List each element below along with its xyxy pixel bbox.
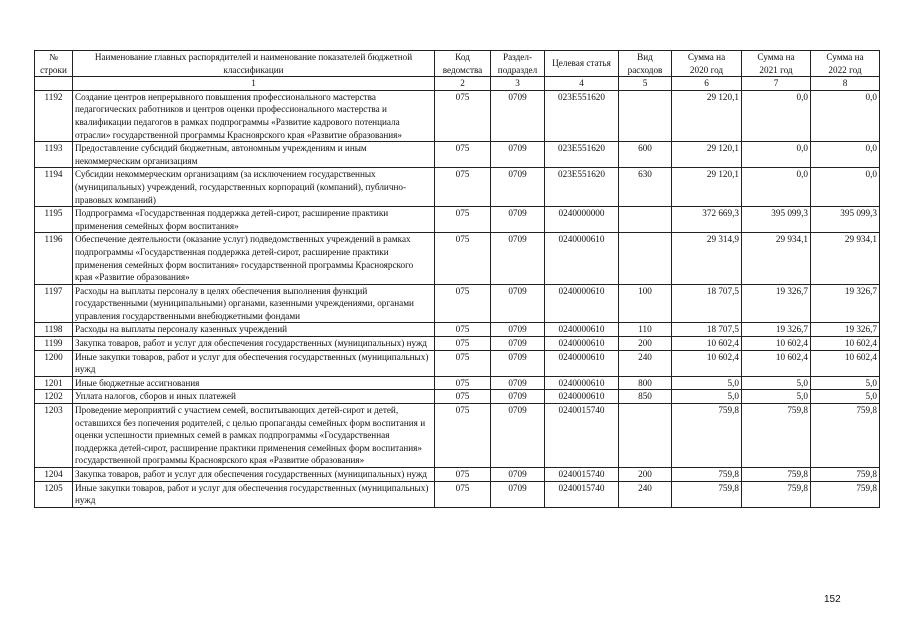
table-row [35, 168, 880, 207]
expense-type: 850 [619, 390, 672, 404]
table-row [35, 207, 880, 233]
expense-type [619, 233, 672, 284]
section-code: 0709 [491, 323, 545, 337]
column-number: 5 [619, 77, 672, 91]
table-row [35, 90, 880, 141]
header-target-article: Целевая статья [545, 51, 619, 77]
header-row-number: № строки [35, 51, 73, 77]
expense-type: 800 [619, 376, 672, 390]
table-row [35, 142, 880, 168]
table-row [35, 284, 880, 323]
row-name: Уплата налогов, сборов и иных платежей [73, 390, 435, 404]
row-number: 1200 [35, 350, 73, 376]
sum-2020: 29 120,1 [672, 90, 742, 141]
sum-2021: 29 934,1 [742, 233, 811, 284]
column-number: 2 [435, 77, 491, 91]
sum-2021: 0,0 [742, 142, 811, 168]
sum-2021: 19 326,7 [742, 284, 811, 323]
row-name: Предоставление субсидий бюджетным, автономным учреждениям и иным некоммерческим организациям [73, 142, 435, 168]
expense-type: 630 [619, 168, 672, 207]
column-number: 8 [811, 77, 880, 91]
row-name: Закупка товаров, работ и услуг для обеспечения государственных (муниципальных) нужд [73, 337, 435, 351]
target-article: 023E551620 [545, 90, 619, 141]
sum-2020: 372 669,3 [672, 207, 742, 233]
row-number: 1204 [35, 468, 73, 482]
expense-type: 100 [619, 284, 672, 323]
row-number: 1203 [35, 404, 73, 468]
expense-type: 200 [619, 468, 672, 482]
sum-2022: 395 099,3 [811, 207, 880, 233]
row-name: Проведение мероприятий с участием семей, воспитывающих детей-сирот и детей, оставшихся без попечения родителей, с целью пропаганды семейных форм воспитания и оценки успешности приемных семей в рамках подпрограммы «Государственная поддержка детей-сирот, расширение практики применения семейных форм воспитания» государственной программы Красноярского края «Развитие образования» [73, 404, 435, 468]
table-row [35, 481, 880, 507]
expense-type [619, 207, 672, 233]
target-article: 0240015740 [545, 481, 619, 507]
sum-2020: 29 120,1 [672, 168, 742, 207]
row-name: Расходы на выплаты персоналу в целях обеспечения выполнения функций государственными (муниципальными) органами, казенными учреждениями, органами управления государственными внебюджетными фондами [73, 284, 435, 323]
sum-2022: 29 934,1 [811, 233, 880, 284]
row-number: 1193 [35, 142, 73, 168]
target-article: 023E551620 [545, 142, 619, 168]
expense-type: 110 [619, 323, 672, 337]
sum-2021: 19 326,7 [742, 323, 811, 337]
expense-type: 240 [619, 350, 672, 376]
row-name: Подпрограмма «Государственная поддержка детей-сирот, расширение практики применения семейных форм воспитания» [73, 207, 435, 233]
section-code: 0709 [491, 233, 545, 284]
section-code: 0709 [491, 168, 545, 207]
table-row [35, 233, 880, 284]
sum-2021: 5,0 [742, 390, 811, 404]
target-article: 0240000610 [545, 284, 619, 323]
expense-type: 200 [619, 337, 672, 351]
section-code: 0709 [491, 90, 545, 141]
sum-2022: 10 602,4 [811, 337, 880, 351]
sum-2020: 18 707,5 [672, 284, 742, 323]
department-code: 075 [435, 284, 491, 323]
header-section: Раздел- подраздел [491, 51, 545, 77]
sum-2021: 395 099,3 [742, 207, 811, 233]
department-code: 075 [435, 376, 491, 390]
column-number [35, 77, 73, 91]
section-code: 0709 [491, 481, 545, 507]
row-name: Иные закупки товаров, работ и услуг для обеспечения государственных (муниципальных) нужд [73, 481, 435, 507]
page-number: 152 [824, 594, 841, 605]
row-name: Создание центров непрерывного повышения профессионального мастерства педагогических работников и центров оценки профессионального мастерства и квалификации педагогов в рамках подпрограммы «Развитие кадрового потенциала отрасли» государственной программы Красноярского края «Развитие образования» [73, 90, 435, 141]
column-number: 7 [742, 77, 811, 91]
expense-type [619, 404, 672, 468]
sum-2021: 10 602,4 [742, 350, 811, 376]
column-number: 4 [545, 77, 619, 91]
section-code: 0709 [491, 350, 545, 376]
row-number: 1198 [35, 323, 73, 337]
sum-2020: 759,8 [672, 404, 742, 468]
sum-2021: 10 602,4 [742, 337, 811, 351]
header-row [35, 51, 880, 77]
department-code: 075 [435, 142, 491, 168]
sum-2021: 759,8 [742, 481, 811, 507]
column-number-row [35, 77, 880, 91]
department-code: 075 [435, 468, 491, 482]
target-article: 0240000610 [545, 390, 619, 404]
table-row [35, 404, 880, 468]
sum-2021: 0,0 [742, 168, 811, 207]
target-article: 0240000000 [545, 207, 619, 233]
sum-2020: 10 602,4 [672, 337, 742, 351]
sum-2021: 759,8 [742, 404, 811, 468]
sum-2022: 759,8 [811, 404, 880, 468]
sum-2021: 5,0 [742, 376, 811, 390]
target-article: 0240000610 [545, 350, 619, 376]
row-number: 1192 [35, 90, 73, 141]
table-body [35, 90, 880, 507]
sum-2022: 0,0 [811, 142, 880, 168]
department-code: 075 [435, 168, 491, 207]
row-name: Закупка товаров, работ и услуг для обеспечения государственных (муниципальных) нужд [73, 468, 435, 482]
expense-type: 240 [619, 481, 672, 507]
target-article: 0240015740 [545, 404, 619, 468]
sum-2020: 5,0 [672, 390, 742, 404]
header-sum-2020: Сумма на 2020 год [672, 51, 742, 77]
sum-2020: 5,0 [672, 376, 742, 390]
header-expense-type: Вид расходов [619, 51, 672, 77]
target-article: 0240000610 [545, 233, 619, 284]
row-number: 1195 [35, 207, 73, 233]
table-row [35, 323, 880, 337]
expense-type [619, 90, 672, 141]
section-code: 0709 [491, 404, 545, 468]
header-name: Наименование главных распорядителей и наименование показателей бюджетной классификации [73, 51, 435, 77]
row-name: Расходы на выплаты персоналу казенных учреждений [73, 323, 435, 337]
sum-2021: 759,8 [742, 468, 811, 482]
row-number: 1201 [35, 376, 73, 390]
sum-2022: 759,8 [811, 468, 880, 482]
section-code: 0709 [491, 207, 545, 233]
table-row [35, 390, 880, 404]
sum-2020: 10 602,4 [672, 350, 742, 376]
table-row [35, 337, 880, 351]
column-number: 6 [672, 77, 742, 91]
section-code: 0709 [491, 337, 545, 351]
department-code: 075 [435, 323, 491, 337]
row-number: 1197 [35, 284, 73, 323]
row-number: 1199 [35, 337, 73, 351]
department-code: 075 [435, 90, 491, 141]
target-article: 0240000610 [545, 376, 619, 390]
table-row [35, 468, 880, 482]
department-code: 075 [435, 404, 491, 468]
expense-type: 600 [619, 142, 672, 168]
row-name: Субсидии некоммерческим организациям (за исключением государственных (муниципальных) учреждений, государственных корпораций (компаний), публично-правовых компаний) [73, 168, 435, 207]
target-article: 023E551620 [545, 168, 619, 207]
column-number: 3 [491, 77, 545, 91]
sum-2022: 5,0 [811, 376, 880, 390]
department-code: 075 [435, 233, 491, 284]
budget-table [34, 50, 880, 508]
table-row [35, 376, 880, 390]
section-code: 0709 [491, 376, 545, 390]
table-row [35, 350, 880, 376]
row-number: 1194 [35, 168, 73, 207]
row-name: Иные бюджетные ассигнования [73, 376, 435, 390]
sum-2020: 759,8 [672, 468, 742, 482]
department-code: 075 [435, 390, 491, 404]
section-code: 0709 [491, 142, 545, 168]
sum-2022: 5,0 [811, 390, 880, 404]
section-code: 0709 [491, 468, 545, 482]
sum-2022: 759,8 [811, 481, 880, 507]
column-number: 1 [73, 77, 435, 91]
row-number: 1196 [35, 233, 73, 284]
sum-2022: 0,0 [811, 90, 880, 141]
header-department-code: Код ведомства [435, 51, 491, 77]
sum-2022: 10 602,4 [811, 350, 880, 376]
header-sum-2021: Сумма на 2021 год [742, 51, 811, 77]
sum-2022: 19 326,7 [811, 323, 880, 337]
row-name: Иные закупки товаров, работ и услуг для обеспечения государственных (муниципальных) нужд [73, 350, 435, 376]
sum-2020: 759,8 [672, 481, 742, 507]
sum-2022: 19 326,7 [811, 284, 880, 323]
department-code: 075 [435, 337, 491, 351]
row-number: 1205 [35, 481, 73, 507]
header-sum-2022: Сумма на 2022 год [811, 51, 880, 77]
sum-2020: 29 120,1 [672, 142, 742, 168]
row-name: Обеспечение деятельности (оказание услуг) подведомственных учреждений в рамках подпрограммы «Государственная поддержка детей-сирот, расширение практики применения семейных форм воспитания» государственной программы Красноярского края «Развитие образования» [73, 233, 435, 284]
target-article: 0240000610 [545, 337, 619, 351]
target-article: 0240015740 [545, 468, 619, 482]
department-code: 075 [435, 207, 491, 233]
section-code: 0709 [491, 390, 545, 404]
sum-2021: 0,0 [742, 90, 811, 141]
sum-2020: 18 707,5 [672, 323, 742, 337]
department-code: 075 [435, 481, 491, 507]
sum-2020: 29 314,9 [672, 233, 742, 284]
section-code: 0709 [491, 284, 545, 323]
row-number: 1202 [35, 390, 73, 404]
sum-2022: 0,0 [811, 168, 880, 207]
target-article: 0240000610 [545, 323, 619, 337]
department-code: 075 [435, 350, 491, 376]
